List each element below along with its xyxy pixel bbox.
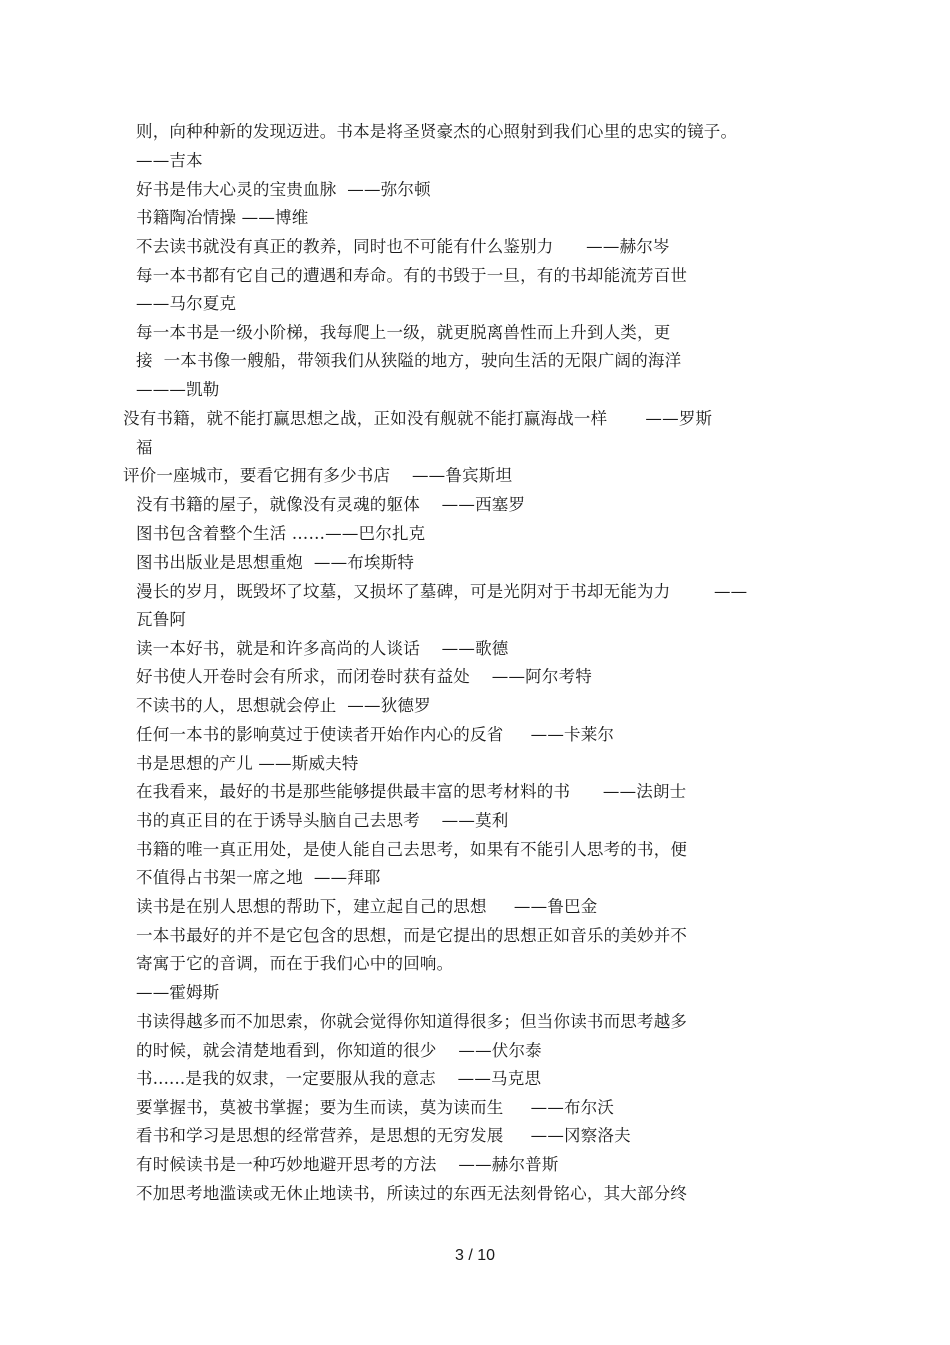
text-line: 不去读书就没有真正的教养，同时也不可能有什么鉴别力 ——赫尔岑 [136, 237, 670, 256]
text-line: ——霍姆斯 [136, 983, 220, 1002]
text-line: 任何一本书的影响莫过于使读者开始作内心的反省 ——卡莱尔 [136, 725, 615, 744]
text-line: ——吉本 [136, 151, 203, 170]
text-line: 评价一座城市，要看它拥有多少书店 ——鲁宾斯坦 [123, 466, 513, 485]
text-line: ——马尔夏克 [136, 294, 237, 313]
text-line: 每一本书都有它自己的遭遇和寿命。有的书毁于一旦，有的书却能流芳百世 [136, 266, 688, 285]
text-line: 漫长的岁月，既毁坏了坟墓，又损坏了墓碑，可是光阴对于书却无能为力 —— [136, 582, 748, 601]
text-line: 好书是伟大心灵的宝贵血脉 ——弥尔顿 [136, 180, 431, 199]
text-line: 好书使人开卷时会有所求，而闭卷时获有益处 ——阿尔考特 [136, 667, 592, 686]
text-line: ———凯勒 [136, 380, 220, 399]
text-line: 没有书籍，就不能打赢思想之战，正如没有舰就不能打赢海战一样 ——罗斯 [123, 409, 713, 428]
text-line: 书籍的唯一真正用处，是使人能自己去思考，如果有不能引人思考的书，便 [136, 840, 688, 859]
text-line: 读书是在别人思想的帮助下，建立起自己的思想 ——鲁巴金 [136, 897, 598, 916]
text-line: 接 一本书像一艘船，带领我们从狭隘的地方，驶向生活的无限广阔的海洋 [136, 351, 682, 370]
text-line: 不值得占书架一席之地 ——拜耶 [136, 868, 381, 887]
text-line: 有时候读书是一种巧妙地避开思考的方法 ——赫尔普斯 [136, 1155, 559, 1174]
text-line: 在我看来，最好的书是那些能够提供最丰富的思考材料的书 ——法朗士 [136, 782, 687, 801]
text-line: 没有书籍的屋子，就像没有灵魂的躯体 ——西塞罗 [136, 495, 526, 514]
text-line: 寄寓于它的音调，而在于我们心中的回响。 [136, 954, 454, 973]
text-line: 每一本书是一级小阶梯，我每爬上一级，就更脱离兽性而上升到人类，更 [136, 323, 671, 342]
text-line: 书......是我的奴隶，一定要服从我的意志 ——马克思 [136, 1069, 542, 1088]
text-line: 则，向种种新的发现迈进。书本是将圣贤豪杰的心照射到我们心里的忠实的镜子。 [136, 122, 738, 141]
text-line: 一本书最好的并不是它包含的思想，而是它提出的思想正如音乐的美妙并不 [136, 926, 688, 945]
text-line: 看书和学习是思想的经常营养，是思想的无穷发展 ——冈察洛夫 [136, 1126, 631, 1145]
text-line: 书是思想的产儿 ——斯威夫特 [136, 754, 359, 773]
text-line: 的时候，就会清楚地看到，你知道的很少 ——伏尔泰 [136, 1041, 542, 1060]
text-line: 读一本好书，就是和许多高尚的人谈话 ——歌德 [136, 639, 509, 658]
text-line: 书籍陶冶情操 ——博维 [136, 208, 309, 227]
text-line: 书读得越多而不加思索，你就会觉得你知道得很多；但当你读书而思考越多 [136, 1012, 688, 1031]
text-line: 图书出版业是思想重炮 ——布埃斯特 [136, 553, 415, 572]
text-line: 福 [136, 438, 153, 457]
text-line: 图书包含着整个生活 ……——巴尔扎克 [136, 524, 426, 543]
text-line: 不读书的人，思想就会停止 ——狄德罗 [136, 696, 431, 715]
page-number: 3 / 10 [454, 1247, 496, 1264]
text-line: 书的真正目的在于诱导头脑自己去思考 ——莫利 [136, 811, 509, 830]
text-line: 瓦鲁阿 [136, 610, 187, 629]
text-line: 不加思考地滥读或无休止地读书，所读过的东西无法刻骨铭心，其大部分终 [136, 1184, 688, 1203]
text-line: 要掌握书，莫被书掌握；要为生而读，莫为读而生 ——布尔沃 [136, 1098, 615, 1117]
